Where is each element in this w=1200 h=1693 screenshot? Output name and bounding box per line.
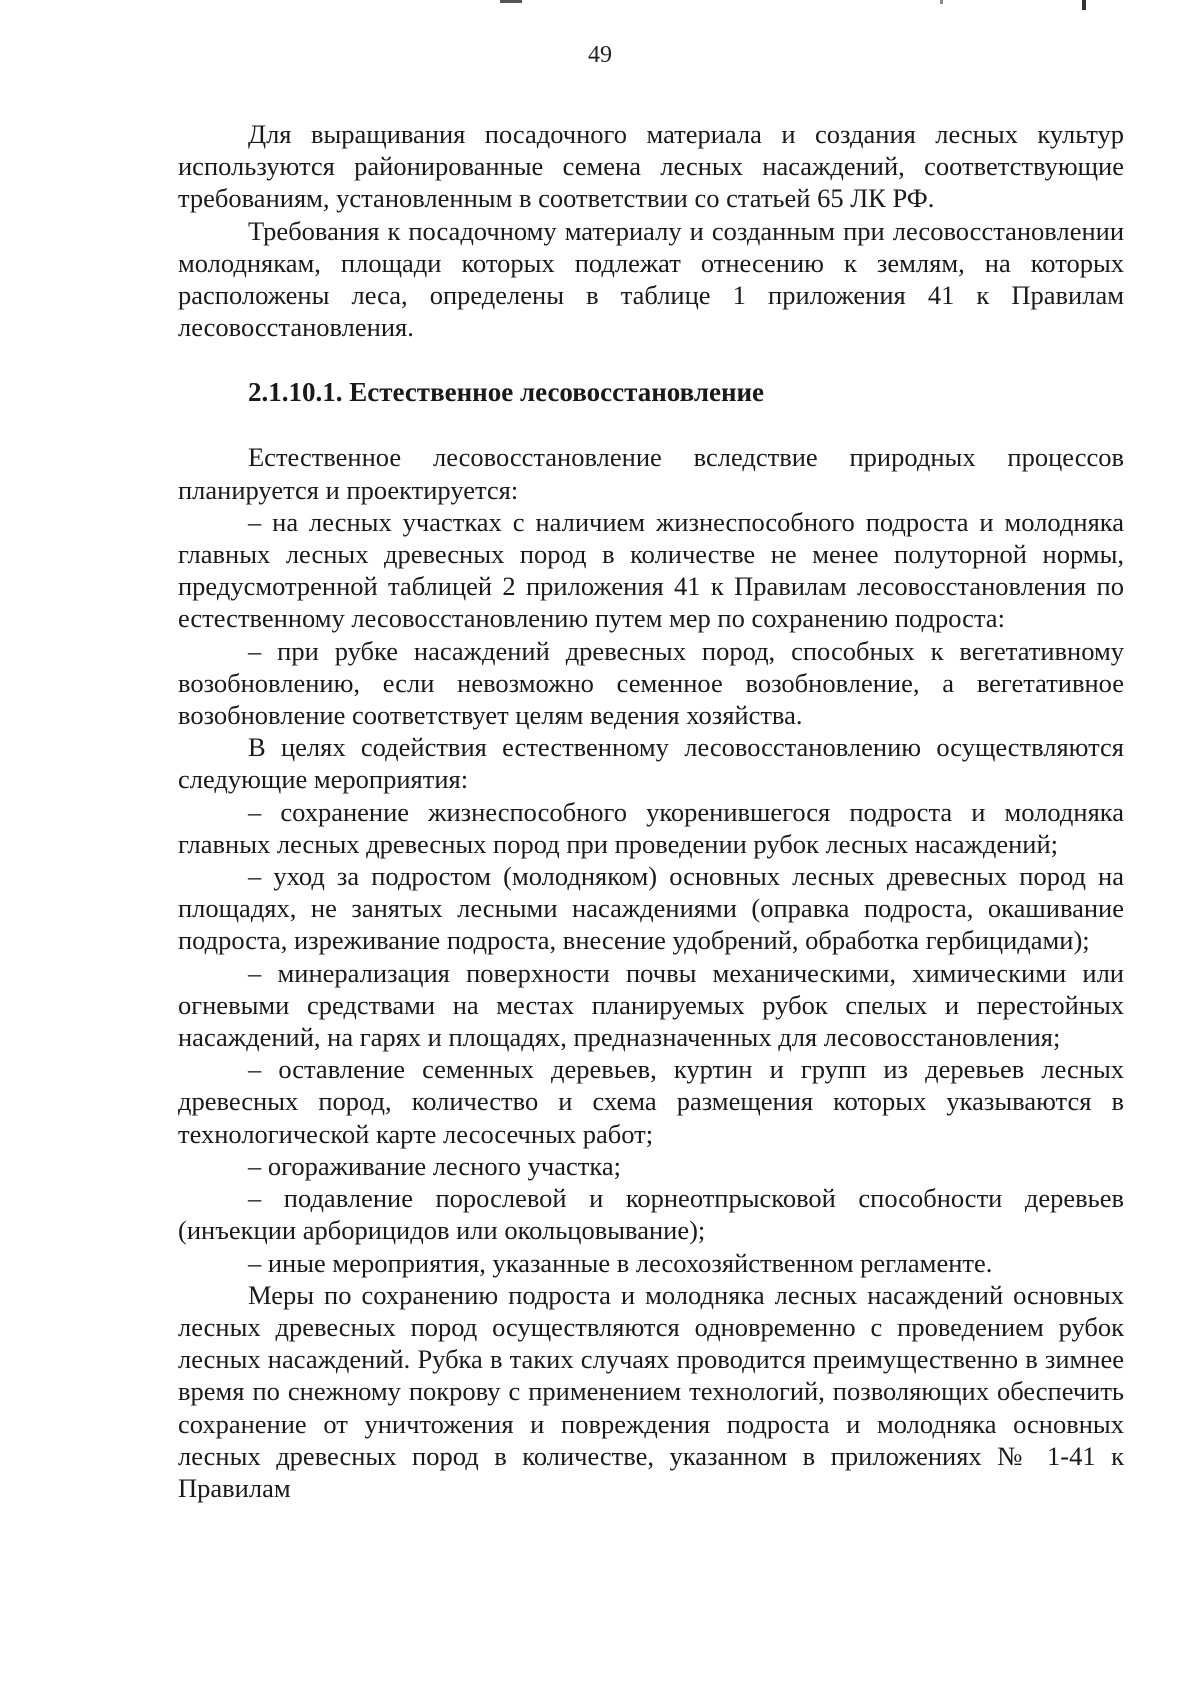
- list-item: – уход за подростом (молодняком) основных лесных древесных пород на площадях, не занятых лесными насаждениями (оправка подроста, окашивание подроста, изреживание подроста, внесение удобрений, обработка гербицидами);: [178, 861, 1124, 956]
- list-item: – минерализация поверхности почвы механическими, химическими или огневыми средствами на местах планируемых рубок спелых и перестойных насаждений, на гарях и площадях, предназначенных для лесовосстановления;: [178, 957, 1124, 1053]
- list-item: – подавление порослевой и корнеотпрысковой способности деревьев (инъекции арборицидов или окольцовывание);: [178, 1183, 1124, 1246]
- list-item: – сохранение жизнеспособного укоренившегося подроста и молодняка главных лесных древесных пород при проведении рубок лесных насаждений;: [178, 796, 1124, 859]
- paragraph: Требования к посадочному материалу и созданным при лесовосстановлении молоднякам, площади которых подлежат отнесению к землям, на которых расположены леса, определены в таблице 1 приложения 41 к Правилам лесовосстановления.: [178, 215, 1124, 343]
- scan-artifact: [500, 0, 522, 3]
- list-item: – при рубке насаждений древесных пород, способных к вегетативному возобновлению, если невозможно семенное возобновление, а вегетативное возобновление соответствует целям ведения хозяйства.: [178, 635, 1124, 731]
- paragraph: В целях содействия естественному лесовосстановлению осуществляются следующие мероприятия:: [178, 732, 1124, 795]
- list-item: – огораживание лесного участка;: [248, 1150, 621, 1181]
- list-item: – иные мероприятия, указанные в лесохозяйственном регламенте.: [248, 1247, 993, 1278]
- document-body: [178, 118, 1124, 1504]
- list-item: – оставление семенных деревьев, куртин и групп из деревьев лесных древесных пород, количество и схема размещения которых указываются в технологической карте лесосечных работ;: [178, 1054, 1124, 1149]
- scan-artifact: [1082, 0, 1086, 10]
- scan-artifact: [940, 0, 943, 4]
- list-item: – на лесных участках с наличием жизнеспособного подроста и молодняка главных лесных древесных пород в количестве не менее полуторной нормы, предусмотренной таблицей 2 приложения 41 к Правилам лесовосстановления по естественному лесовосстановлению путем мер по сохранению подроста:: [178, 506, 1124, 634]
- paragraph: Для выращивания посадочного материала и создания лесных культур используются районированные семена лесных насаждений, соответствующие требованиям, установленным в соответствии со статьей 65 ЛК РФ.: [178, 119, 1124, 214]
- section-heading: 2.1.10.1. Естественное лесовосстановление: [248, 377, 765, 408]
- paragraph: Естественное лесовосстановление вследствие природных процессов планируется и проектируется:: [178, 442, 1124, 505]
- paragraph: Меры по сохранению подроста и молодняка лесных насаждений основных лесных древесных пород осуществляются одновременно с проведением рубок лесных насаждений. Рубка в таких случаях проводится преимущественно в зимнее время по снежному покрову с применением технологий, позволяющих обеспечить сохранение от уничтожения и повреждения подроста и молодняка основных лесных древесных пород в количестве, указанном в приложениях № 1-41 к Правилам: [178, 1279, 1124, 1503]
- page-number: 49: [588, 42, 612, 68]
